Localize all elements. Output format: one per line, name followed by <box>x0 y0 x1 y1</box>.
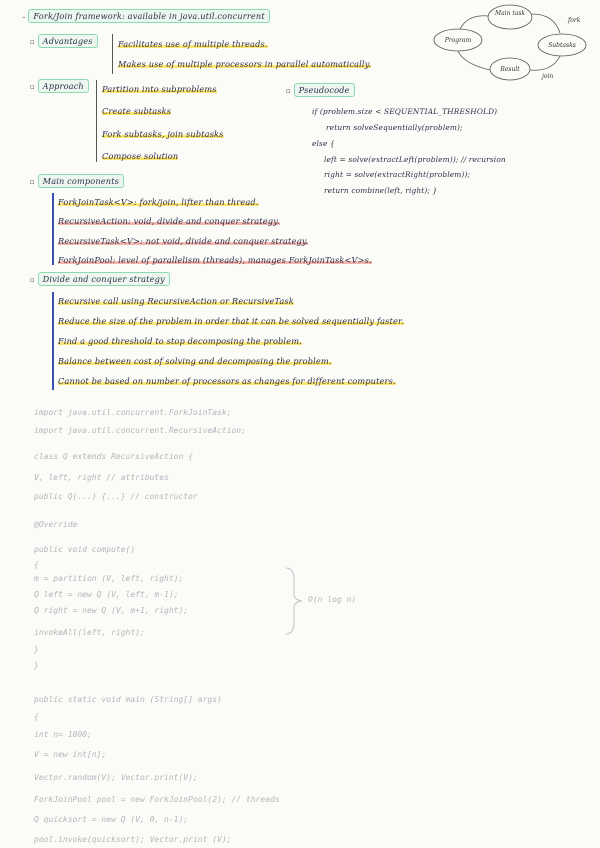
main-components-label: Main components <box>38 174 124 188</box>
bullet-icon: ▫ <box>30 276 35 284</box>
advantages-bracket <box>112 34 113 74</box>
main-components-item: RecursiveTask<V>: not void, divide and conquer strategy. <box>58 236 309 246</box>
code-line: { <box>34 560 39 569</box>
divide-conquer-margin-bar <box>52 292 54 390</box>
code-line: Q left = new Q (V, left, m-1); <box>34 590 179 599</box>
pseudocode-line: right = solve(extractRight(problem)); <box>324 170 471 179</box>
main-components-item: ForkJoinTask<V>: fork/join, lifter than thread. <box>58 197 259 207</box>
pseudocode-label: Pseudocode <box>294 83 355 97</box>
cycle-node-subtasks: Subtasks <box>548 42 576 49</box>
cycle-node-main-task: Main task <box>494 10 526 17</box>
brace-mark <box>282 566 306 636</box>
main-components-label-row <box>30 176 124 186</box>
cycle-node-result: Result <box>500 66 520 73</box>
code-line: Vector.random(V); Vector.print(V); <box>34 773 198 782</box>
code-line: pool.invoke(quicksort); Vector.print (V); <box>34 835 232 844</box>
code-line: V = new int[n]; <box>34 750 107 759</box>
approach-item: Create subtasks <box>102 106 172 116</box>
code-line: import java.util.concurrent.RecursiveAction; <box>34 426 246 435</box>
bullet-icon: ▫ <box>30 178 35 186</box>
main-components-item: ForkJoinPool: level of parallelism (threads), manages ForkJoinTask<V>s. <box>58 255 372 265</box>
title-row <box>22 11 270 21</box>
cycle-edge-fork: fork <box>568 17 581 24</box>
divide-conquer-item: Cannot be based on number of processors as changes for different computers. <box>58 376 396 386</box>
cycle-node-shape <box>488 5 532 29</box>
code-line: class Q extends RecursiveAction { <box>34 452 193 461</box>
approach-item: Fork subtasks, join subtasks <box>102 129 224 139</box>
code-line: import java.util.concurrent.ForkJoinTask; <box>34 408 232 417</box>
approach-bracket <box>96 80 97 162</box>
divide-conquer-item: Reduce the size of the problem in order that it can be solved sequentially faster. <box>58 316 404 326</box>
code-line: m = partition (V, left, right); <box>34 574 184 583</box>
cycle-node-program: Program <box>444 37 472 44</box>
code-line: invokeAll(left, right); <box>34 628 145 637</box>
cycle-arrow <box>458 51 490 70</box>
approach-item: Partition into subproblems <box>102 84 217 94</box>
divide-conquer-label: Divide and conquer strategy <box>38 272 170 286</box>
code-line: public void compute() <box>34 545 136 554</box>
code-line: Q right = new Q (V, m+1, right); <box>34 606 189 615</box>
code-line: @Override <box>34 520 78 529</box>
bullet-icon: ▫ <box>30 38 35 46</box>
code-line: public Q(...) {...} // constructor <box>34 492 198 501</box>
code-line: } <box>34 645 39 654</box>
cycle-arrow <box>530 56 560 70</box>
pseudocode-line: left = solve(extractLeft(problem)); // recursion <box>324 155 506 164</box>
pseudocode-label-row <box>286 85 355 95</box>
main-components-item: RecursiveAction: void, divide and conquer strategy. <box>58 216 280 226</box>
pseudocode-line: return combine(left, right); } <box>324 186 438 195</box>
cycle-arrow <box>532 14 560 33</box>
advantages-item: Facilitates use of multiple threads. <box>118 39 268 49</box>
approach-label-row <box>30 81 89 91</box>
code-line: V, left, right // attributes <box>34 473 169 482</box>
code-line: Q quicksort = new Q (V, 0, n-1); <box>34 815 189 824</box>
approach-item: Compose solution <box>102 151 179 161</box>
divide-conquer-label-row <box>30 274 170 284</box>
divide-conquer-item: Find a good threshold to stop decomposing the problem. <box>58 336 302 346</box>
code-line: } <box>34 661 39 670</box>
advantages-item: Makes use of multiple processors in parallel automatically. <box>118 59 372 69</box>
cycle-edge-join: join <box>542 73 554 80</box>
advantages-label: Advantages <box>38 34 98 48</box>
code-line: ForkJoinPool pool = new ForkJoinPool(2); // threads <box>34 795 280 804</box>
code-line: public static void main (String[] args) <box>34 695 222 704</box>
bullet-icon: – <box>22 13 26 21</box>
cycle-arrow <box>460 16 488 29</box>
approach-label: Approach <box>38 79 89 93</box>
fork-join-cycle-diagram <box>426 0 600 82</box>
pseudocode-line: else { <box>312 139 335 148</box>
advantages-label-row <box>30 36 98 46</box>
main-components-margin-bar <box>52 193 54 265</box>
divide-conquer-item: Recursive call using RecursiveAction or RecursiveTask <box>58 296 294 306</box>
code-line: int n= 1000; <box>34 730 92 739</box>
page-title: Fork/Join framework: available in java.util.concurrent <box>28 9 269 23</box>
divide-conquer-item: Balance between cost of solving and decomposing the problem. <box>58 356 332 366</box>
complexity-note: O(n log n) <box>308 595 357 604</box>
bullet-icon: ▫ <box>286 87 291 95</box>
pseudocode-line: if (problem.size < SEQUENTIAL_THRESHOLD) <box>312 107 498 116</box>
bullet-icon: ▫ <box>30 83 35 91</box>
code-line: { <box>34 712 39 721</box>
pseudocode-line: return solveSequentially(problem); <box>326 123 463 132</box>
